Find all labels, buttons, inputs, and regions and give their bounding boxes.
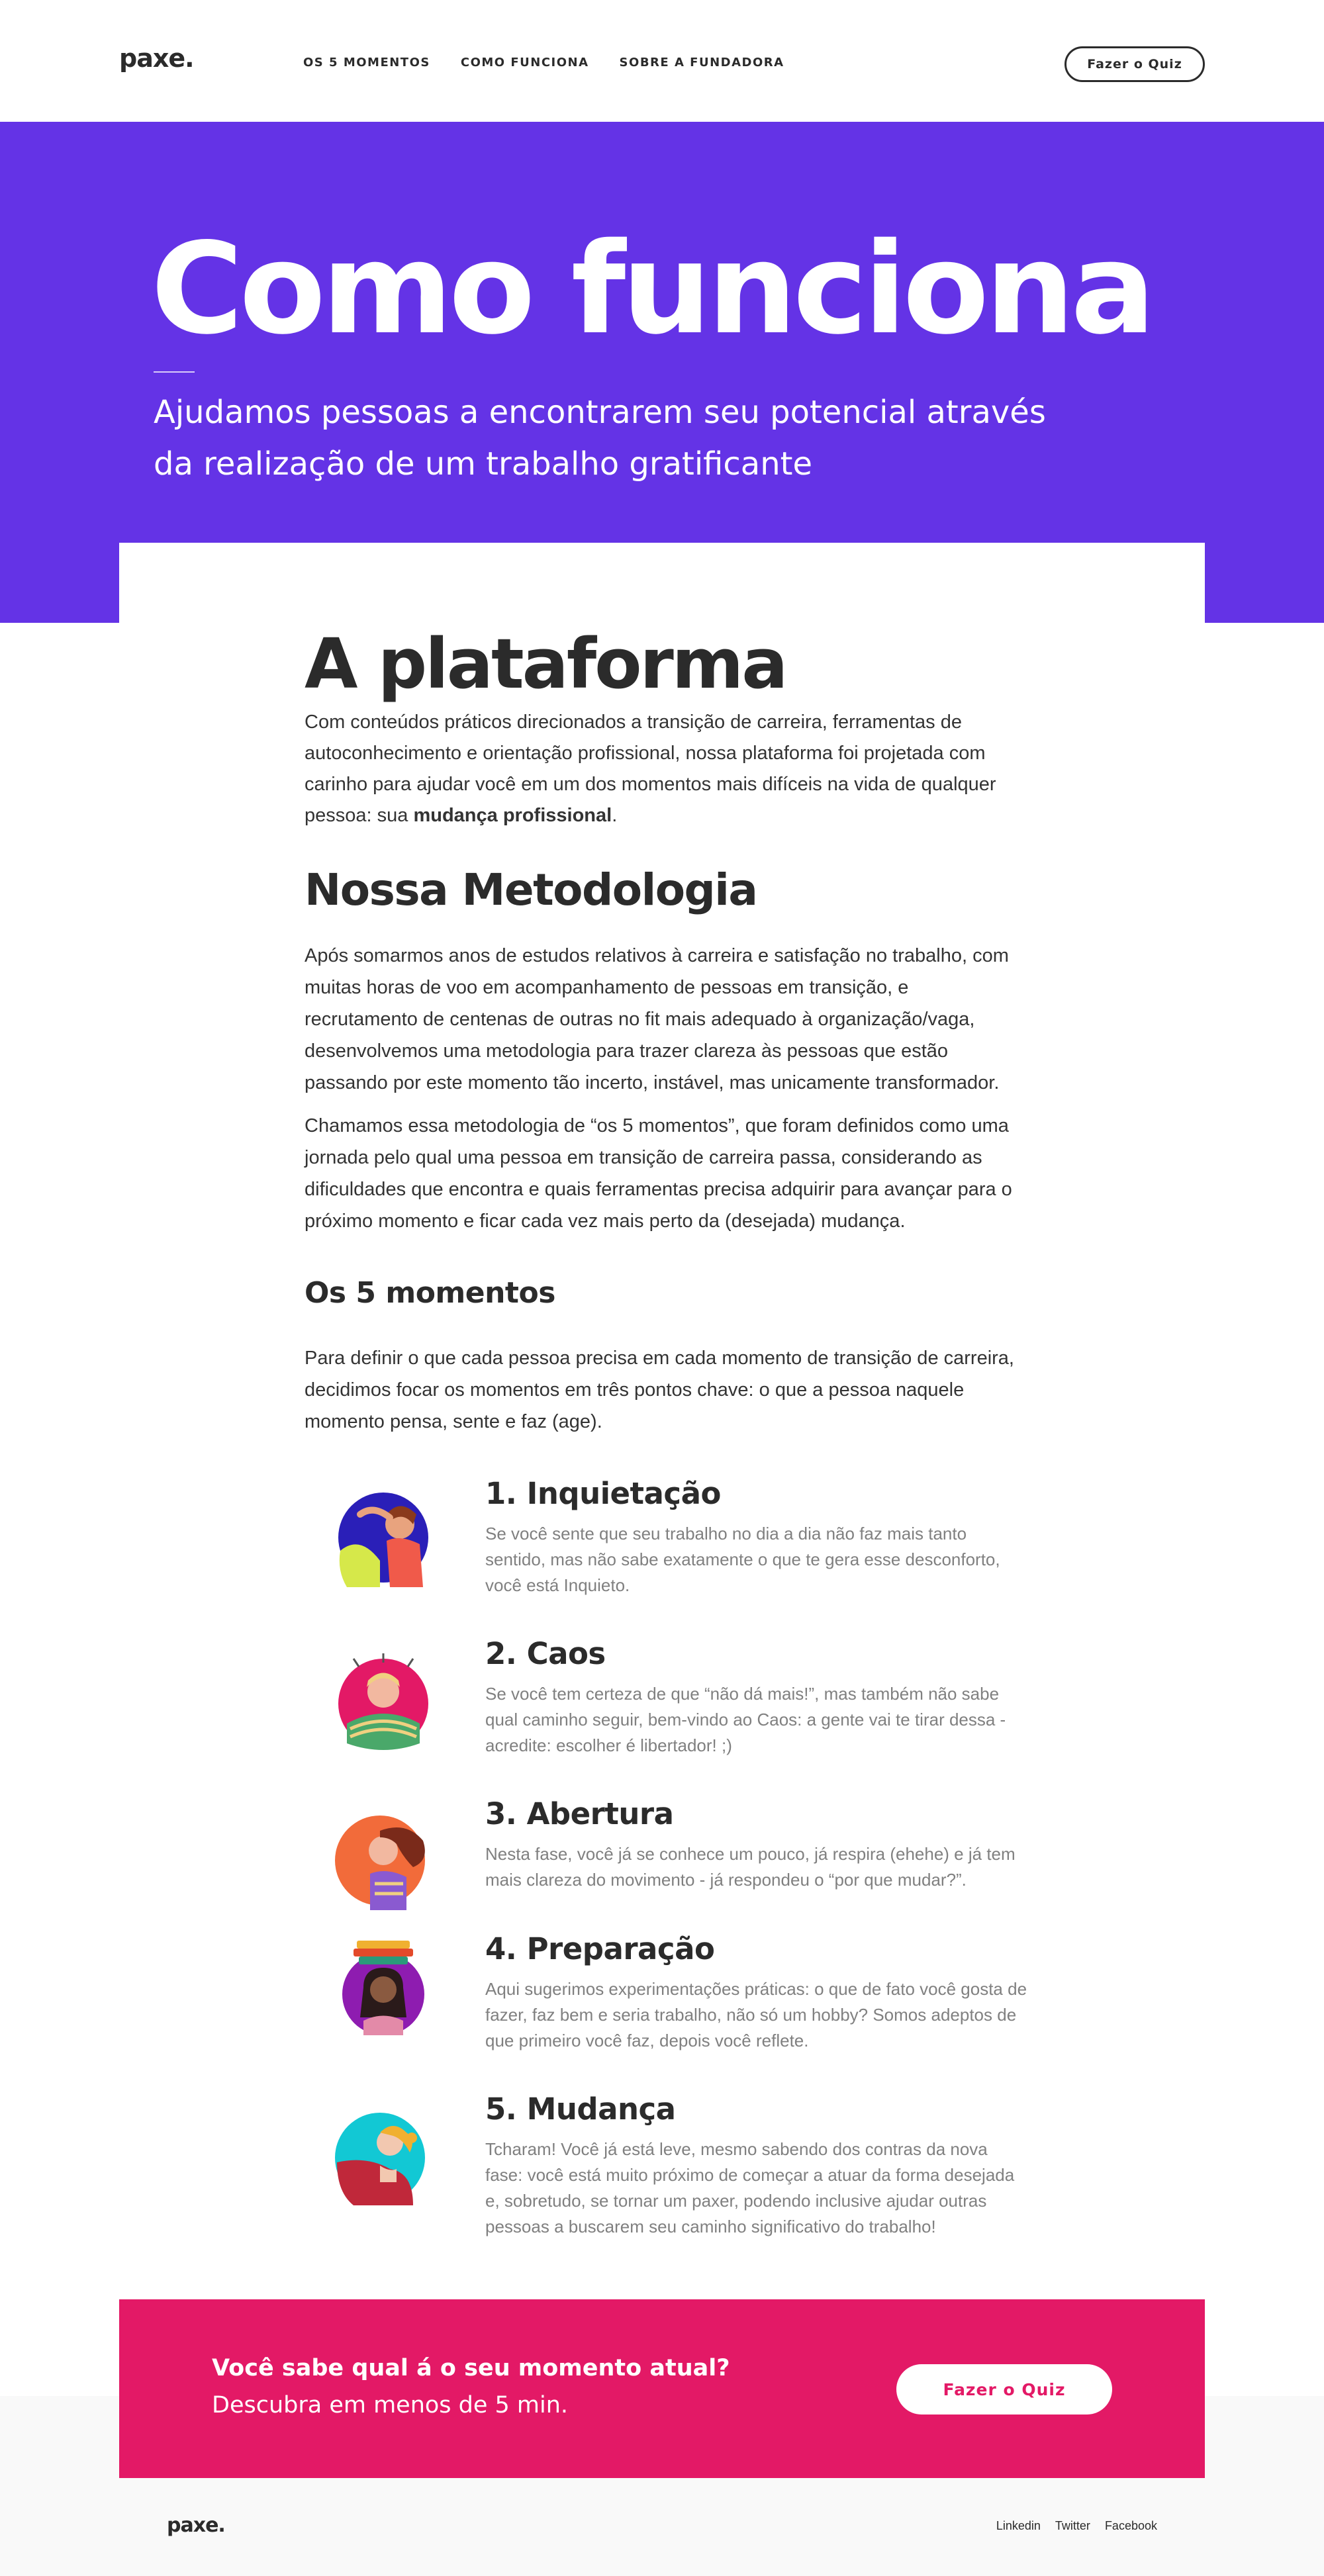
momentos-title: Os 5 momentos: [305, 1276, 555, 1310]
momentos-intro: Para definir o que cada pessoa precisa em cada momento de transição de carreira, decidimos focar os momentos em três pontos chave: o que a pessoa naquele momento pensa, sente e faz (age).: [305, 1348, 1014, 1432]
mudanca-icon: [334, 2106, 433, 2205]
caos-icon: [334, 1651, 433, 1750]
inquietacao-icon: [334, 1488, 433, 1587]
abertura-icon: [334, 1811, 433, 1910]
moment-title: 1. Inquietação: [485, 1476, 721, 1511]
cta-subtitle: Descubra em menos de 5 min.: [212, 2392, 569, 2418]
moment-title: 4. Preparação: [485, 1931, 715, 1966]
moment-description: Tcharam! Você já está leve, mesmo sabendo dos contras da nova fase: você está muito próximo de começar a atuar da forma desejada e, sobretudo, se tornar um paxer, podendo inclusive ajudar outras pessoas a buscarem seu caminho significativo do trabalho!: [485, 2139, 1015, 2236]
hero-divider: [154, 371, 195, 373]
cta-question: Você sabe qual á o seu momento atual?: [212, 2355, 730, 2381]
logo[interactable]: paxe.: [119, 44, 194, 73]
moment-description: Nesta fase, você já se conhece um pouco, já respira (ehehe) e já tem mais clareza do movimento - já respondeu o “por que mudar?”.: [485, 1844, 1016, 1890]
moment-title: 2. Caos: [485, 1636, 606, 1671]
footer-social-links: [996, 2519, 1157, 2533]
footer-logo[interactable]: paxe.: [167, 2514, 225, 2537]
metodologia-paragraph-2: Chamamos essa metodologia de “os 5 momentos”, que foram definidos como uma jornada pelo qual uma pessoa em transição de carreira passa, considerando as dificuldades que encontra e quais ferramentas precisa adquirir para avançar para o próximo momento e ficar cada vez mais perto da (desejada) mudança.: [305, 1115, 1012, 1232]
metodologia-paragraph-1: Após somarmos anos de estudos relativos à carreira e satisfação no trabalho, com muitas horas de voo em acompanhamento de pessoas em transição, e recrutamento de centenas de outras no fit mais adequado à organização/vaga, desenvolvemos uma metodologia para trazer clareza às pessoas que estão passando por este momento tão incerto, instável, mas unicamente transformador.: [305, 945, 1009, 1093]
hero-subtitle: Ajudamos pessoas a encontrarem seu potencial através da realização de um trabalho gratificante: [154, 394, 1046, 483]
moment-title: 3. Abertura: [485, 1796, 674, 1831]
hero-title: Como funciona: [151, 216, 1152, 362]
header-quiz-button[interactable]: Fazer o Quiz: [1064, 46, 1205, 82]
plataforma-highlight: mudança profissional: [413, 805, 612, 826]
cta-quiz-button[interactable]: Fazer o Quiz: [896, 2364, 1112, 2415]
moment-description: Se você tem certeza de que “não dá mais!”, mas também não sabe qual caminho seguir, bem-vindo ao Caos: a gente vai te tirar dessa - acredite: escolher é libertador! ;): [485, 1684, 1006, 1755]
footer-link-linkedin[interactable]: Linkedin: [996, 2519, 1041, 2532]
moment-description: Se você sente que seu trabalho no dia a dia não faz mais tanto sentido, mas não sabe exatamente o que te gera esse desconforto, você está Inquieto.: [485, 1524, 1000, 1595]
moment-description: Aqui sugerimos experimentações práticas: o que de fato você gosta de fazer, faz bem e seria trabalho, não só um hobby? Somos adeptos de que primeiro você faz, depois você reflete.: [485, 1979, 1027, 2050]
nav-link-sobre-a-fundadora[interactable]: SOBRE A FUNDADORA: [619, 56, 784, 69]
metodologia-title: Nossa Metodologia: [305, 864, 757, 915]
footer-link-facebook[interactable]: Facebook: [1104, 2519, 1157, 2532]
main-nav: [303, 56, 784, 69]
plataforma-title: A plataforma: [305, 623, 786, 704]
nav-link-os-5-momentos[interactable]: OS 5 MOMENTOS: [303, 56, 430, 69]
preparacao-icon: [334, 1938, 433, 2037]
plataforma-text: Com conteúdos práticos direcionados a transição de carreira, ferramentas de autoconhecimento e orientação profissional, nossa plataforma foi projetada com carinho para ajudar você em um dos momentos mais difíceis na vida de qualquer pessoa: sua mudança profissional.: [305, 712, 996, 826]
quiz-cta-banner: [119, 2299, 1205, 2478]
footer-link-twitter[interactable]: Twitter: [1055, 2519, 1090, 2532]
site-header: [0, 0, 1324, 122]
moment-title: 5. Mudança: [485, 2092, 676, 2127]
nav-link-como-funciona[interactable]: COMO FUNCIONA: [460, 56, 589, 69]
